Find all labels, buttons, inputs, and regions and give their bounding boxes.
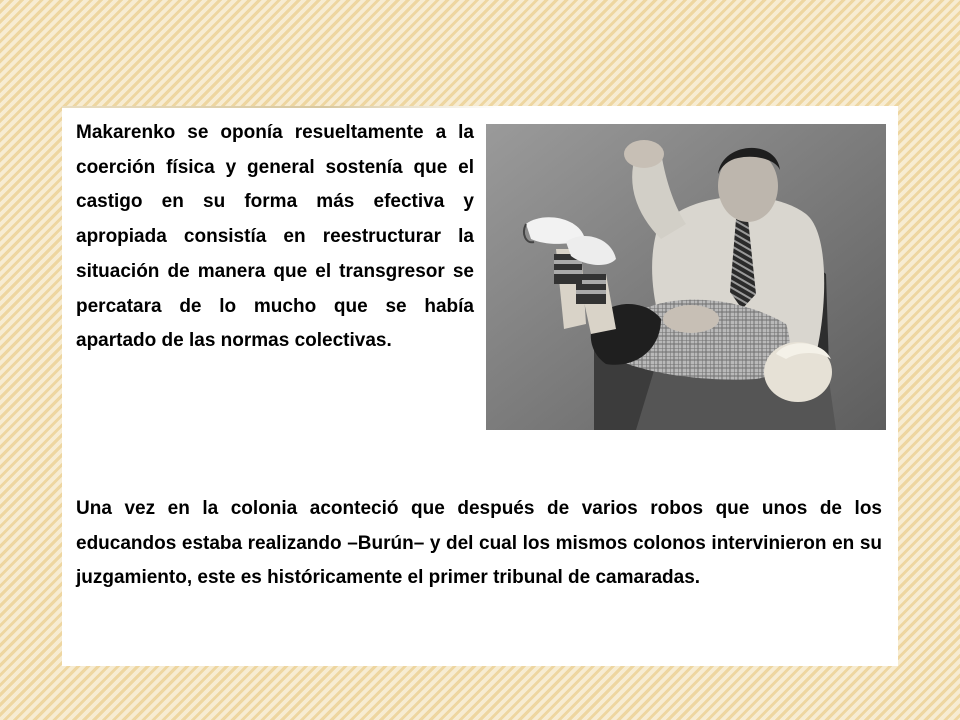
paragraph-burun: Una vez en la colonia aconteció que después de varios robos que unos de los educandos estaba realizando –Burún– y del cual los mismos colonos intervinieron en su juzgamiento, este es históricamente el primer tribunal de camaradas. xyxy=(76,498,882,588)
photo-spanking-illustration xyxy=(486,124,886,430)
decorative-rule xyxy=(62,106,502,108)
paragraph-makarenko: Makarenko se oponía resueltamente a la coerción física y general sostenía que el castigo en su forma más efectiva y apropiada consistía en reestructurar la situación de manera que el transgresor se percatara de lo mucho que se había apartado de las normas colectivas. xyxy=(76,122,474,352)
